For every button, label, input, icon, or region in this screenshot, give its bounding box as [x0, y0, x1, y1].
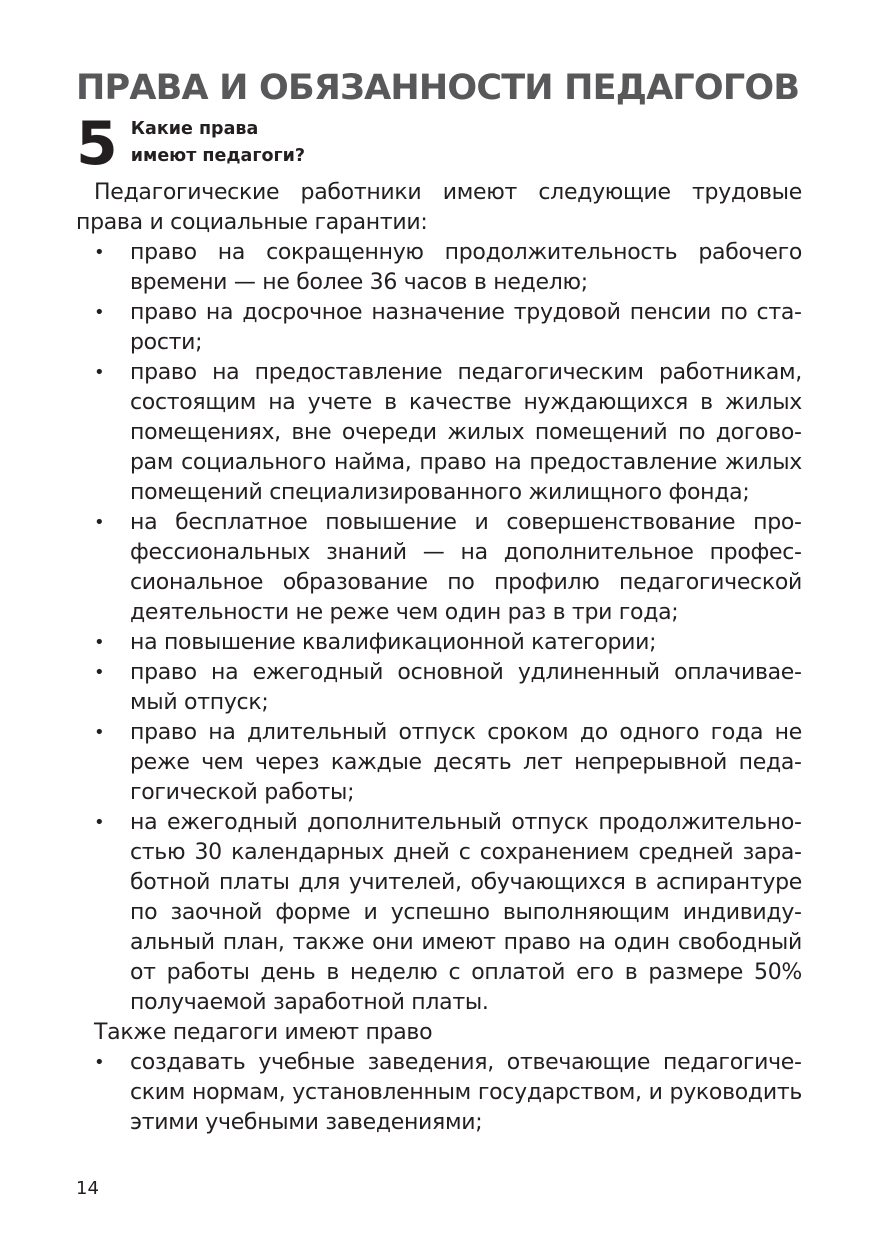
- list-item: • на повышение квалификационной категории;: [76, 628, 802, 658]
- list-item: • право на длительный отпуск сроком до одного года не реже чем через каждые десять лет непрерывной педагогической работы;: [94, 720, 802, 805]
- bullet-icon: •: [94, 722, 105, 743]
- bullet-icon: •: [94, 1052, 105, 1073]
- list-item: • право на сокращенную продолжительность рабочего времени — не более 36 часов в неделю;: [94, 240, 802, 295]
- question-line-2: имеют педагоги?: [130, 146, 306, 166]
- list-item: • право на предоставление педагогическим работникам, состоящим на учете в качестве нуждающихся в жилых помещениях, вне очереди жилых помещений по договорам социального найма, право на предоставление жилых помещений специализированного жилищного фонда;: [94, 360, 802, 505]
- list-item: • право на досрочное назначение трудовой пенсии по старости;: [94, 300, 802, 355]
- page-number: 14: [76, 1178, 99, 1199]
- question-number: 5: [76, 109, 117, 179]
- rights-list: [76, 238, 802, 1018]
- list-item: • на бесплатное повышение и совершенствование профессиональных знаний — на дополнительное профессиональное образование по профилю педагогической деятельности не реже чем один раз в три года;: [94, 510, 802, 625]
- list-item: • право на ежегодный основной удлиненный оплачиваемый отпуск;: [94, 660, 802, 715]
- question-line-1: Какие права: [130, 119, 259, 139]
- bullet-icon: •: [94, 662, 105, 683]
- list-item: • создавать учебные заведения, отвечающие педагогическим нормам, установленным государством, и руководить этими учебными заведениями;: [94, 1050, 802, 1135]
- section-title: ПРАВА И ОБЯЗАННОСТИ ПЕДАГОГОВ: [76, 68, 800, 108]
- question-heading: [76, 109, 802, 179]
- intro-paragraph: Педагогические работники имеют следующие трудовые права и социальные гарантии:: [76, 180, 802, 235]
- also-rights-list: [76, 1048, 802, 1138]
- bullet-icon: •: [94, 302, 105, 323]
- bullet-icon: •: [94, 362, 105, 383]
- bullet-icon: •: [94, 632, 105, 653]
- bullet-icon: •: [94, 512, 105, 533]
- question-text: [131, 116, 305, 170]
- bullet-icon: •: [94, 812, 105, 833]
- list-item: • на ежегодный дополнительный отпуск продолжительностью 30 календарных дней с сохранением средней заработной платы для учителей, обучающихся в аспирантуре по заочной форме и успешно выполняющим индивидуальный план, также они имеют право на один свободный от работы день в неделю с оплатой его в размере 50% получаемой заработной платы.: [94, 810, 802, 1015]
- page-content: [76, 62, 802, 1138]
- also-paragraph: Также педагоги имеют право: [94, 1020, 433, 1045]
- bullet-icon: •: [94, 242, 105, 263]
